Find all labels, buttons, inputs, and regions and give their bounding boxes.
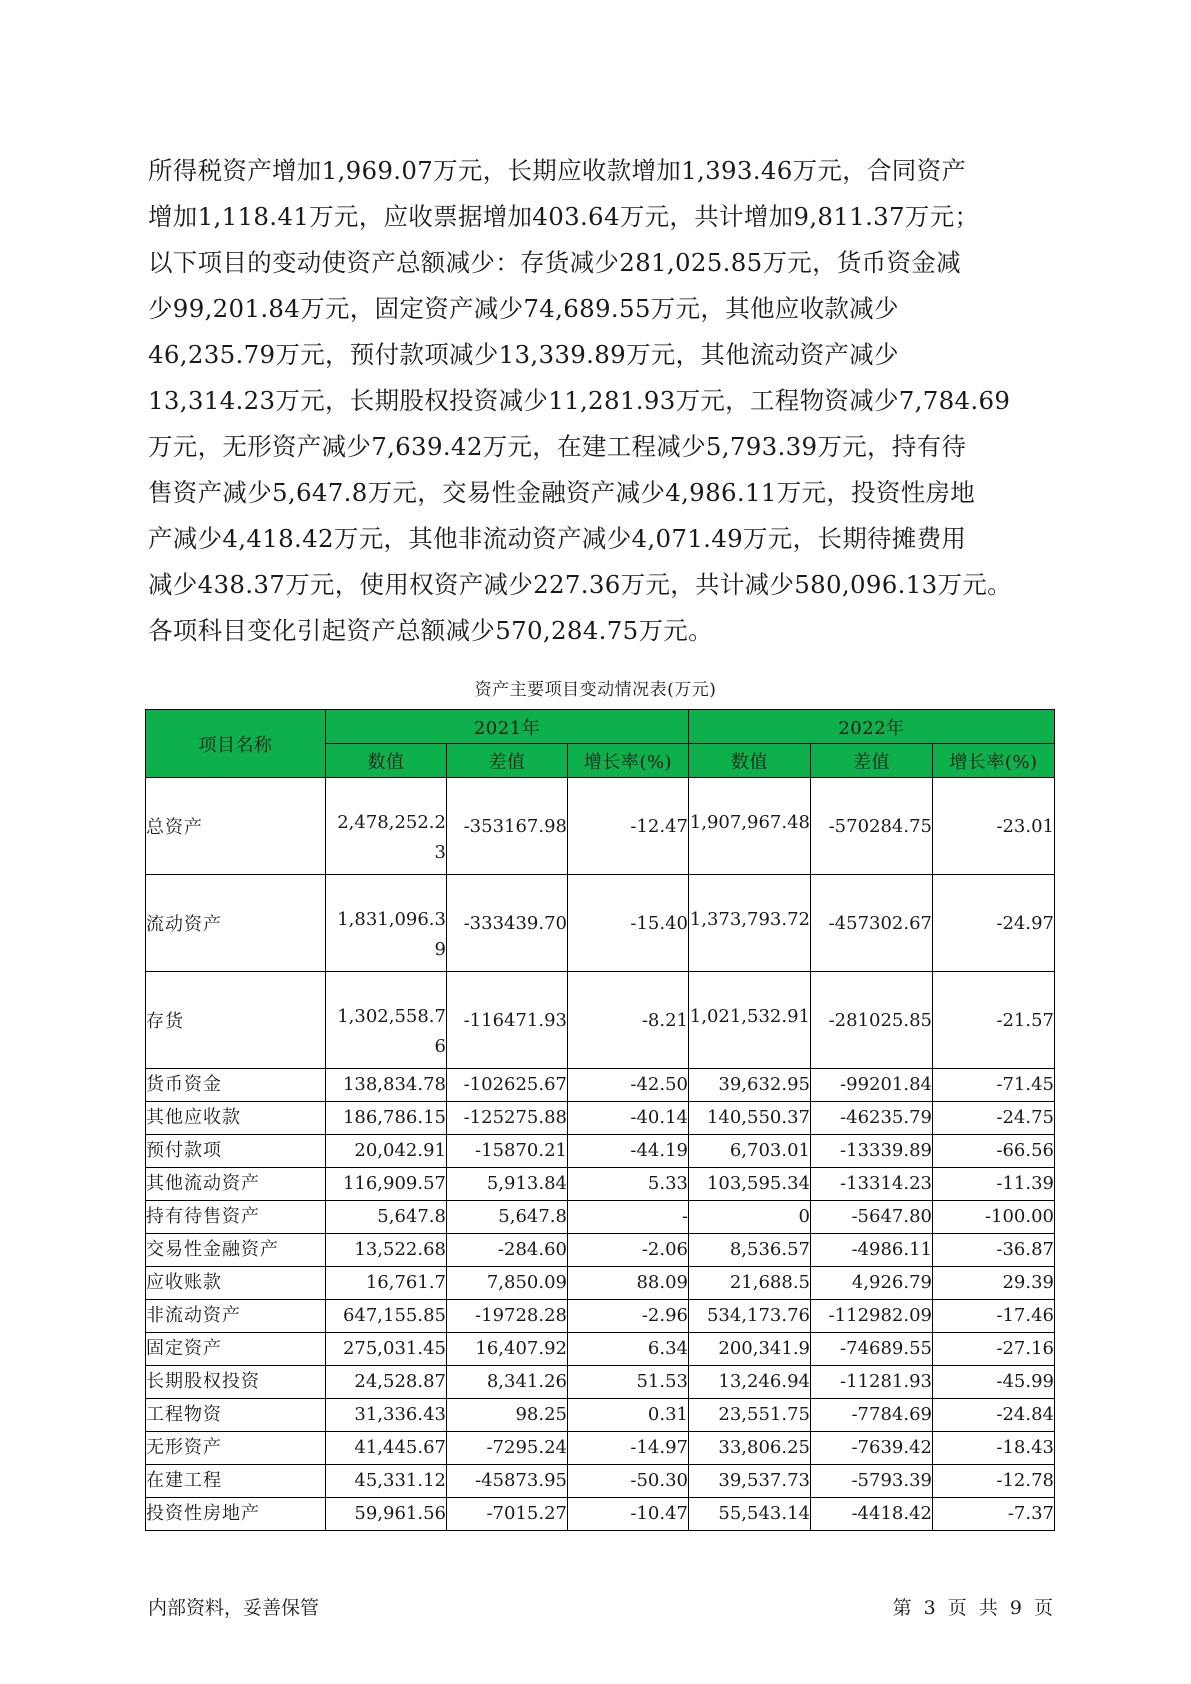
cell-value-2022: 13,246.94 [689,1366,811,1399]
header-diff-2022: 差值 [811,744,933,778]
row-label: 预付款项 [146,1135,326,1168]
header-year-2022: 2022年 [689,710,1055,744]
paragraph-line: 所得税资产增加1,969.07万元，长期应收款增加1,393.46万元，合同资产 [148,156,967,185]
cell-text: 1,831,096.39 [337,909,446,960]
paragraph-line: 少99,201.84万元，固定资产减少74,689.55万元，其他应收款减少 [148,294,899,323]
cell-growth-2021: -12.47 [568,778,689,875]
header-growth-2022: 增长率(%) [933,744,1055,778]
cell-value-2021: 275,031.45 [326,1333,447,1366]
row-label: 持有待售资产 [146,1201,326,1234]
cell-growth-2021: -40.14 [568,1102,689,1135]
cell-diff-2021: 7,850.09 [447,1267,568,1300]
table-row [146,1201,1055,1234]
cell-text: 1,373,793.72 [689,909,810,930]
cell-diff-2021: 5,647.8 [447,1201,568,1234]
cell-diff-2022: -570284.75 [811,778,933,875]
cell-diff-2022: -99201.84 [811,1069,933,1102]
cell-diff-2022: -7784.69 [811,1399,933,1432]
cell-value-2022: 21,688.5 [689,1267,811,1300]
row-label: 交易性金融资产 [146,1234,326,1267]
table-row [146,1399,1055,1432]
cell-diff-2022: -13339.89 [811,1135,933,1168]
table-row [146,1135,1055,1168]
cell-growth-2022: -18.43 [933,1432,1055,1465]
cell-text: 1,302,558.76 [337,1006,446,1057]
cell-growth-2022: -7.37 [933,1498,1055,1531]
cell-value-2021: 13,522.68 [326,1234,447,1267]
table-row [146,1465,1055,1498]
cell-diff-2022: -11281.93 [811,1366,933,1399]
cell-diff-2021: -125275.88 [447,1102,568,1135]
cell-growth-2022: -24.97 [933,875,1055,972]
cell-diff-2022: -74689.55 [811,1333,933,1366]
header-growth-2021: 增长率(%) [568,744,689,778]
table-row [146,875,1055,972]
cell-diff-2022: -4986.11 [811,1234,933,1267]
cell-value-2022: 39,632.95 [689,1069,811,1102]
paragraph-line: 各项科目变化引起资产总额减少570,284.75万元。 [148,616,713,645]
footer-confidential-note: 内部资料，妥善保管 [148,1597,320,1619]
cell-value-2021: 138,834.78 [326,1069,447,1102]
cell-value-2021: 20,042.91 [326,1135,447,1168]
cell-growth-2021: 0.31 [568,1399,689,1432]
cell-value-2021: 647,155.85 [326,1300,447,1333]
cell-growth-2022: -66.56 [933,1135,1055,1168]
row-label: 投资性房地产 [146,1498,326,1531]
row-label: 在建工程 [146,1465,326,1498]
cell-diff-2021: 16,407.92 [447,1333,568,1366]
table-row [146,1069,1055,1102]
cell-growth-2022: -11.39 [933,1168,1055,1201]
table-row [146,1234,1055,1267]
cell-growth-2021: -44.19 [568,1135,689,1168]
table-row [146,778,1055,875]
row-label: 存货 [146,972,326,1069]
paragraph-line: 46,235.79万元，预付款项减少13,339.89万元，其他流动资产减少 [148,340,899,369]
cell-value-2021: 16,761.7 [326,1267,447,1300]
cell-diff-2021: 5,913.84 [447,1168,568,1201]
cell-diff-2022: -46235.79 [811,1102,933,1135]
row-label: 总资产 [146,778,326,875]
paragraph-line: 减少438.37万元，使用权资产减少227.36万元，共计减少580,096.13万元。 [148,570,1012,599]
cell-value-2021: 116,909.57 [326,1168,447,1201]
header-value-2022: 数值 [689,744,811,778]
cell-value-2022: 55,543.14 [689,1498,811,1531]
cell-diff-2021: 8,341.26 [447,1366,568,1399]
cell-diff-2022: -7639.42 [811,1432,933,1465]
cell-value-2021: 5,647.8 [326,1201,447,1234]
cell-diff-2022: -5647.80 [811,1201,933,1234]
cell-value-2022 [689,778,811,875]
cell-value-2022: 23,551.75 [689,1399,811,1432]
cell-value-2022: 33,806.25 [689,1432,811,1465]
cell-diff-2021: -116471.93 [447,972,568,1069]
row-label: 其他应收款 [146,1102,326,1135]
table-row [146,1366,1055,1399]
cell-diff-2022: 4,926.79 [811,1267,933,1300]
cell-diff-2021: 98.25 [447,1399,568,1432]
header-year-2021: 2021年 [326,710,689,744]
row-label: 应收账款 [146,1267,326,1300]
cell-diff-2022: -112982.09 [811,1300,933,1333]
row-label: 流动资产 [146,875,326,972]
cell-growth-2022: -12.78 [933,1465,1055,1498]
cell-growth-2022: -23.01 [933,778,1055,875]
cell-value-2022: 534,173.76 [689,1300,811,1333]
table-row [146,1267,1055,1300]
row-label: 工程物资 [146,1399,326,1432]
cell-diff-2022: -4418.42 [811,1498,933,1531]
footer-page-number: 第 3 页 共 9 页 [892,1597,1053,1619]
cell-value-2022: 140,550.37 [689,1102,811,1135]
cell-growth-2021: 5.33 [568,1168,689,1201]
cell-value-2021: 59,961.56 [326,1498,447,1531]
cell-value-2021: 45,331.12 [326,1465,447,1498]
table-row [146,1300,1055,1333]
cell-value-2022: 200,341.9 [689,1333,811,1366]
table-row [146,1333,1055,1366]
table-row [146,1498,1055,1531]
cell-growth-2022: -36.87 [933,1234,1055,1267]
cell-growth-2022: 29.39 [933,1267,1055,1300]
cell-diff-2021: -102625.67 [447,1069,568,1102]
cell-growth-2021: - [568,1201,689,1234]
asset-change-table [145,709,1055,1531]
table-body [146,778,1055,1531]
cell-value-2022: 39,537.73 [689,1465,811,1498]
cell-value-2022: 0 [689,1201,811,1234]
cell-growth-2022: -27.16 [933,1333,1055,1366]
header-value-2021: 数值 [326,744,447,778]
cell-diff-2021: -15870.21 [447,1135,568,1168]
table-row [146,972,1055,1069]
cell-growth-2021: -42.50 [568,1069,689,1102]
cell-growth-2021: 88.09 [568,1267,689,1300]
cell-diff-2021: -333439.70 [447,875,568,972]
cell-growth-2022: -71.45 [933,1069,1055,1102]
cell-value-2021: 41,445.67 [326,1432,447,1465]
cell-value-2021: 31,336.43 [326,1399,447,1432]
paragraph-line: 增加1,118.41万元，应收票据增加403.64万元，共计增加9,811.37万元； [148,202,980,231]
cell-value-2021 [326,778,447,875]
cell-diff-2021: -45873.95 [447,1465,568,1498]
cell-diff-2021: -7295.24 [447,1432,568,1465]
header-item-name: 项目名称 [146,710,326,778]
row-label: 长期股权投资 [146,1366,326,1399]
cell-value-2021 [326,875,447,972]
cell-text: 1,021,532.91 [689,1006,810,1027]
cell-growth-2022: -24.84 [933,1399,1055,1432]
cell-growth-2021: -50.30 [568,1465,689,1498]
cell-growth-2022: -100.00 [933,1201,1055,1234]
cell-growth-2021: 51.53 [568,1366,689,1399]
row-label: 其他流动资产 [146,1168,326,1201]
cell-growth-2021: 6.34 [568,1333,689,1366]
cell-diff-2021: -7015.27 [447,1498,568,1531]
table-row [146,1102,1055,1135]
cell-growth-2022: -21.57 [933,972,1055,1069]
cell-growth-2021: -15.40 [568,875,689,972]
paragraph-line: 13,314.23万元，长期股权投资减少11,281.93万元，工程物资减少7,784.69 [148,386,1011,415]
cell-growth-2021: -10.47 [568,1498,689,1531]
body-paragraph [148,148,1053,654]
cell-diff-2022: -281025.85 [811,972,933,1069]
cell-value-2021 [326,972,447,1069]
cell-growth-2022: -45.99 [933,1366,1055,1399]
paragraph-line: 以下项目的变动使资产总额减少：存货减少281,025.85万元，货币资金减 [148,248,961,277]
cell-growth-2021: -8.21 [568,972,689,1069]
table-row [146,1432,1055,1465]
cell-diff-2022: -5793.39 [811,1465,933,1498]
table-row [146,1168,1055,1201]
cell-value-2022 [689,875,811,972]
paragraph-line: 售资产减少5,647.8万元，交易性金融资产减少4,986.11万元，投资性房地 [148,478,976,507]
cell-growth-2021: -2.06 [568,1234,689,1267]
table-caption: 资产主要项目变动情况表(万元) [474,680,717,700]
paragraph-line: 万元，无形资产减少7,639.42万元，在建工程减少5,793.39万元，持有待 [148,432,967,461]
cell-diff-2021: -284.60 [447,1234,568,1267]
cell-growth-2022: -24.75 [933,1102,1055,1135]
cell-value-2022: 6,703.01 [689,1135,811,1168]
cell-diff-2021: -353167.98 [447,778,568,875]
cell-growth-2021: -14.97 [568,1432,689,1465]
cell-text: 2,478,252.23 [337,812,446,863]
cell-value-2022: 103,595.34 [689,1168,811,1201]
row-label: 非流动资产 [146,1300,326,1333]
cell-diff-2022: -457302.67 [811,875,933,972]
row-label: 固定资产 [146,1333,326,1366]
cell-text: 1,907,967.48 [689,812,810,833]
row-label: 无形资产 [146,1432,326,1465]
cell-value-2022: 8,536.57 [689,1234,811,1267]
cell-diff-2022: -13314.23 [811,1168,933,1201]
cell-value-2021: 186,786.15 [326,1102,447,1135]
cell-diff-2021: -19728.28 [447,1300,568,1333]
cell-value-2021: 24,528.87 [326,1366,447,1399]
header-diff-2021: 差值 [447,744,568,778]
row-label: 货币资金 [146,1069,326,1102]
cell-value-2022 [689,972,811,1069]
cell-growth-2021: -2.96 [568,1300,689,1333]
paragraph-line: 产减少4,418.42万元，其他非流动资产减少4,071.49万元，长期待摊费用 [148,524,967,553]
cell-growth-2022: -17.46 [933,1300,1055,1333]
